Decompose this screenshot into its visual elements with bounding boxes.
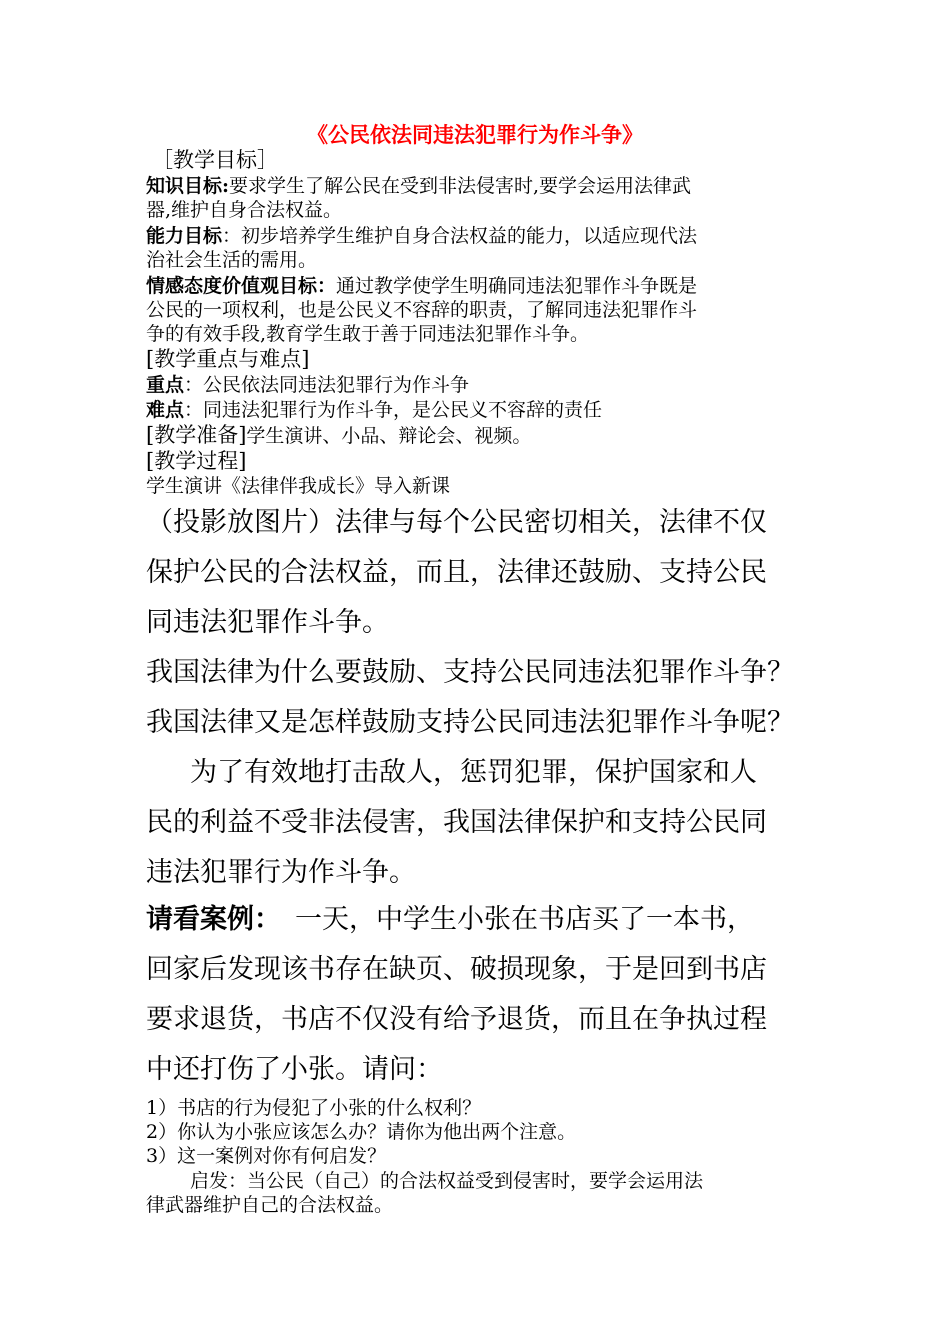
focus-text: ：公民依法同违法犯罪行为作斗争 (184, 374, 470, 396)
attitude-label: 情感态度价值观目标： (146, 275, 337, 297)
preparation-line (146, 423, 826, 448)
difficulty-line (146, 398, 826, 422)
body-line-5: 我国法律又是怎样鼓励支持公民同违法犯罪作斗争呢？ (146, 707, 794, 738)
objectives-heading (146, 148, 826, 172)
body-line-6: 为了有效地打击敌人，惩罚犯罪，保护国家和人 (190, 757, 757, 788)
difficulty-label: 难点 (146, 399, 185, 421)
body-paragraphs (146, 498, 846, 898)
body-line-2: 保护公民的合法权益，而且，法律还鼓励、支持公民 (146, 557, 767, 588)
document-title: 《公民依法同违法犯罪行为作斗争》 (307, 122, 643, 147)
knowledge-objective-line-2: 器,维护自身合法权益。 (146, 199, 343, 221)
ability-text-1: ：初步培养学生维护自身合法权益的能力，以适应现代法 (222, 225, 698, 247)
question-item: 1）书店的行为侵犯了小张的什么权利？ (146, 1097, 482, 1119)
body-line-3: 同违法犯罪作斗争。 (146, 607, 389, 638)
question-item: 3）这一案例对你有何启发？ (146, 1145, 387, 1167)
key-points-heading: [教学重点与难点] (146, 347, 310, 371)
body-line-8: 违法犯罪行为作斗争。 (146, 857, 416, 888)
process-intro: 学生演讲《法律伴我成长》导入新课 (146, 475, 451, 497)
focus-line (146, 373, 826, 397)
difficulty-text: ：同违法犯罪行为作斗争，是公民义不容辞的责任 (184, 399, 603, 421)
body-line-7: 民的利益不受非法侵害，我国法律保护和支持公民同 (146, 807, 767, 838)
preparation-text: 学生演讲、小品、辩论会、视频。 (246, 425, 532, 447)
case-line-4: 中还打伤了小张。请问： (146, 1054, 443, 1085)
attitude-objective-line-3: 争的有效手段,教育学生敢于善于同违法犯罪作斗争。 (146, 323, 590, 345)
inspiration-line-1: 启发：当公民（自己）的合法权益受到侵害时，要学会运用法 (190, 1170, 704, 1192)
case-line-2: 回家后发现该书存在缺页、破损现象，于是回到书店 (146, 954, 767, 985)
case-label: 请看案例： (146, 904, 281, 935)
ability-objective-line-2: 治社会生活的需用。 (146, 249, 318, 271)
focus-label: 重点 (146, 374, 185, 396)
attitude-objective-line-1 (146, 274, 826, 298)
objectives-heading-text: ［教学目标］ (152, 148, 278, 172)
process-heading: [教学过程] (146, 449, 247, 473)
knowledge-objective-line-1 (146, 174, 826, 198)
preparation-heading: [教学准备] (146, 423, 247, 447)
inspiration-line-2: 律武器维护自己的合法权益。 (146, 1194, 394, 1216)
case-line-1 (146, 895, 846, 945)
body-line-4: 我国法律为什么要鼓励、支持公民同违法犯罪作斗争？ (146, 657, 794, 688)
case-text-1: 一天，中学生小张在书店买了一本书， (295, 904, 754, 935)
ability-label: 能力目标 (146, 225, 223, 247)
case-paragraph (146, 895, 846, 1095)
attitude-text-1: 通过教学使学生明确同违法犯罪作斗争既是 (336, 275, 698, 297)
question-item: 2）你认为小张应该怎么办？请你为他出两个注意。 (146, 1121, 577, 1143)
knowledge-label: 知识目标: (146, 175, 230, 197)
body-line-1: （投影放图片）法律与每个公民密切相关，法律不仅 (146, 507, 767, 538)
ability-objective-line-1 (146, 224, 826, 248)
attitude-objective-line-2: 公民的一项权利，也是公民义不容辞的职责，了解同违法犯罪作斗 (146, 299, 698, 321)
knowledge-text-1: 要求学生了解公民在受到非法侵害时,要学会运用法律武 (229, 175, 692, 197)
case-line-3: 要求退货，书店不仅没有给予退货，而且在争执过程 (146, 1004, 767, 1035)
